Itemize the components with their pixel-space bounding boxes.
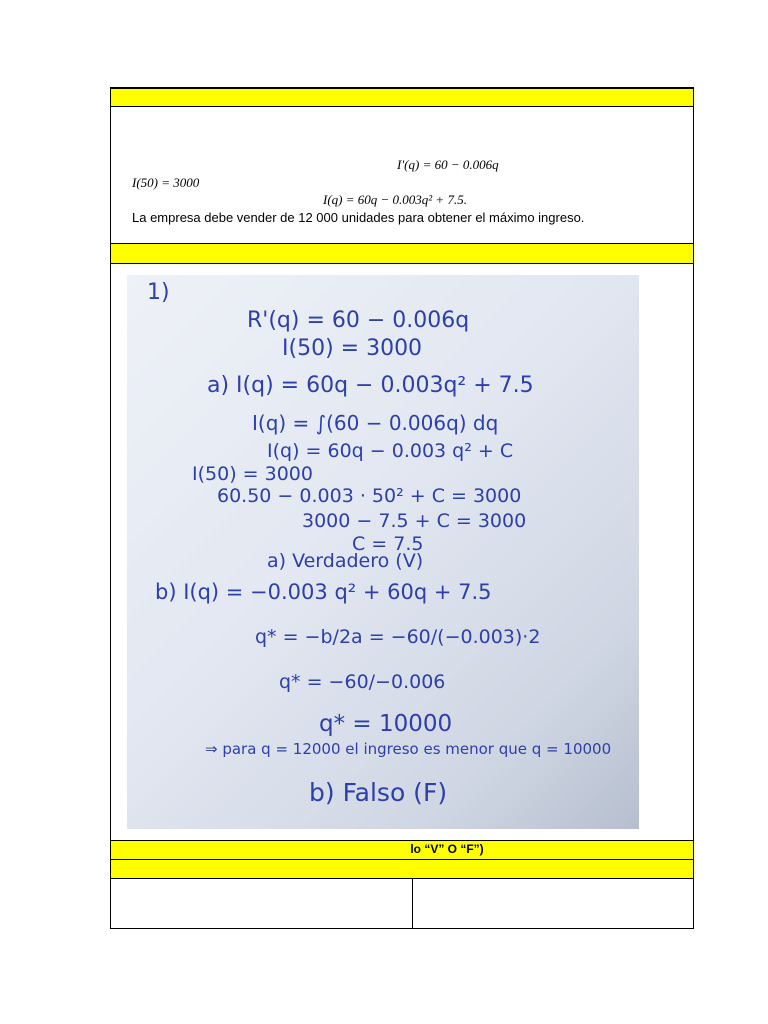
derivative-equation: I′(q) = 60 − 0.006q xyxy=(397,157,499,172)
handwritten-solution-photo xyxy=(127,275,639,829)
hw-integrated-function: I(q) = 60q − 0.003 q² + C xyxy=(267,440,514,462)
income-function-equation: I(q) = 60q − 0.003q² + 7.5. xyxy=(323,192,467,207)
hw-part-a-function: a) I(q) = 60q − 0.003q² + 7.5 xyxy=(207,373,534,398)
hw-answer-b: b) Falso (F) xyxy=(309,778,448,807)
hw-part-b-function: b) I(q) = −0.003 q² + 60q + 7.5 xyxy=(155,580,492,604)
hw-vertex-calculation: q* = −60/−0.006 xyxy=(279,671,446,693)
hw-conclusion: ⇒ para q = 12000 el ingreso es menor que q = 10000 xyxy=(205,740,612,758)
hw-derivative: R'(q) = 60 − 0.006q xyxy=(247,308,470,333)
hw-answer-a: a) Verdadero (V) xyxy=(267,550,424,572)
hw-line-number: 1) xyxy=(147,280,170,305)
hw-vertex-formula: q* = −b/2a = −60/(−0.003)·2 xyxy=(255,626,541,648)
hw-simplification: 3000 − 7.5 + C = 3000 xyxy=(302,510,527,532)
hw-initial-value: I(50) = 3000 xyxy=(282,336,423,361)
answer-subbar xyxy=(111,859,693,879)
hw-vertex-result: q* = 10000 xyxy=(319,711,453,737)
answer-bar-label: lo “V” O “F”) xyxy=(410,842,484,856)
answer-bar xyxy=(111,840,693,860)
answer-cell-right[interactable] xyxy=(413,878,693,928)
statement-text: La empresa debe vender de 12 000 unidades para obtener el máximo ingreso. xyxy=(132,210,585,225)
initial-condition-equation: I(50) = 3000 xyxy=(132,175,200,190)
header-bar xyxy=(111,88,693,107)
hw-substitution: 60.50 − 0.003 · 50² + C = 3000 xyxy=(217,485,522,507)
answer-cell-left[interactable] xyxy=(111,878,413,928)
hw-condition: I(50) = 3000 xyxy=(192,463,313,485)
hw-integral: I(q) = ∫(60 − 0.006q) dq xyxy=(252,411,499,435)
worksheet-frame xyxy=(110,87,694,929)
section-bar xyxy=(111,243,693,264)
hw-constant: C = 7.5 xyxy=(352,533,424,555)
